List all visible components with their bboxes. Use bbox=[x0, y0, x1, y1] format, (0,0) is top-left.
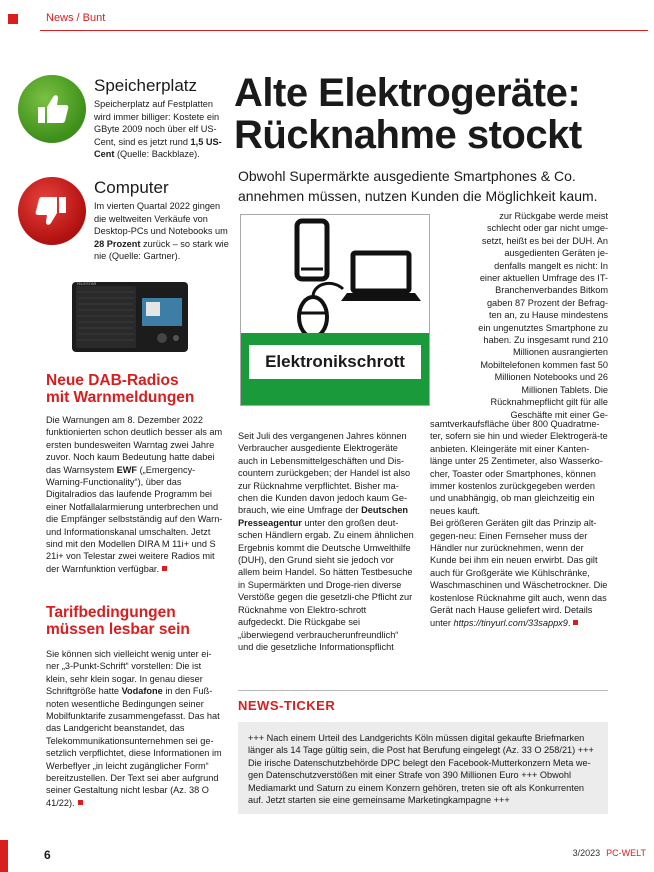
footer-accent-bar bbox=[0, 840, 8, 872]
brief-title: Computer bbox=[94, 178, 169, 197]
brand-label: PC-WELT bbox=[606, 848, 646, 858]
main-headline: Alte Elektrogeräte: Rücknahme stockt bbox=[234, 71, 582, 157]
ticker-text: +++ Nach einem Urteil des Landgerichts Köln müssen digital gekaufte Briefmarken länger als 14 Tage gültig sein, die Post hat Berufung eingelegt (Az. 33 O 258/21) +++ Die irische Datenschutzbehörde DPC belegt den Facebook-Mutterkonzern Meta we-gen Datenschutzverstößen mit einer Strafe von 390 Millionen Euro +++ Obwohl Mediamarkt und Saturn zu einem Konzern gehören, treten sie oft als Konkurrenten auf. Jetzt starten sie eine gemeinsame Marketingkampagne +++ bbox=[248, 733, 594, 806]
brief-text: Im vierten Quartal 2022 gingen die weltweiten Verkäufe von Desktop-PCs und Notebooks um 28 Prozent zurück – so stark wie nie (Quelle: Gartner). bbox=[94, 201, 229, 261]
main-col-right bbox=[430, 418, 610, 629]
paragraph: samtverkaufsfläche über 800 Quadratme-ter, sofern sie hin und wieder Elektrogerä-te anbieten. Kleingeräte mit einer Kanten-länge unter 25 Zentimeter, also Wasserko-cher, Toaster oder Smartphones, können immer kostenlos zurückgegeben werden und unabhängig, ob man gleichzeitig ein neues kauft. bbox=[430, 419, 608, 516]
details-link[interactable]: https://tinyurl.com/33sappx9 bbox=[453, 617, 568, 628]
dab-radio-image bbox=[70, 276, 190, 356]
end-marker bbox=[162, 566, 167, 571]
ticker-rule bbox=[238, 690, 608, 691]
page-number: 6 bbox=[44, 848, 51, 862]
ticker-box bbox=[238, 722, 608, 814]
end-marker bbox=[573, 620, 578, 625]
devices-icon bbox=[241, 215, 431, 345]
sign-label: Elektronikschrott bbox=[249, 345, 421, 379]
dab-headline: Neue DAB-Radios mit Warnmeldungen bbox=[46, 372, 195, 406]
main-lede: Obwohl Supermärkte ausgediente Smartphones & Co. annehmen müssen, nutzen Kunden die Möglichkeit kaum. bbox=[238, 168, 598, 204]
brief-storage bbox=[94, 76, 229, 161]
section-marker bbox=[8, 14, 18, 24]
main-col-top: zur Rückgabe werde meist schlecht oder gar nicht umge-setzt, heißt es bei der DUH. An ausgedienten Geräten je-denfalls mangelt es nicht: In einer aktuellen Umfrage des IT-Branchenverbandes Bitkom gaben 87 Prozent der Befrag-ten an, zu Hause mindestens ein ungenutztes Smartphone zu haben. Zu insgesamt rund 210 Millionen ausrangierten Mobiltelefonen kommen fast 50 Millionen Notebooks und 26 Millionen Tablets. Die Rücknahmepflicht gilt für alle Geschäfte mit einer Ge- bbox=[478, 211, 608, 420]
tarif-article-text: Sie können sich vielleicht wenig unter ei-ner „3-Punkt-Schrift“ vorstellen: Die ist klein, sehr klein sogar. In genau dieser Schriftgröße hatte Vodafone in den Fuß-noten wesentliche Bedingungen seiner Mobilfunktarife zusammengefasst. Das hat das Landgericht beanstandet, das Telekommunikationsunternehmen sei ge-setzlich verpflichtet, diese Informationen im Werbeflyer „in leicht zugänglicher Form“ bereitzustellen. Der Text sei aber aufgrund seiner Gestaltung nicht lesbar (Az. 38 O 41/22). bbox=[46, 649, 222, 808]
main-col-middle: Seit Juli des vergangenen Jahres können Verbraucher ausgediente Elektrogeräte auch in Lebensmittelgeschäften und Dis-countern zurückgeben; der Handel ist also zur Rücknahme verpflichtet. Bisher ma-chen die Kunden davon jedoch kaum Ge-brauch, wie eine Umfrage der Deutschen Presseagentur unter den großen deut-schen Händlern ergab. Zu einem ähnlichen Ergebnis kommt die Deutsche Umwelthilfe (DUH), den Grund sieht sie jedoch vor allem beim Handel. So hätten Testbesuche in Supermärkten und Droge-rien diverse Verstöße gegen die gesetzli-che Pflicht zur Rücknahme von Elektro-schrott aufgedeckt. Die Rückgabe sei „überwiegend verbraucherunfreundlich“ und die gesetzliche Informationspflicht bbox=[238, 431, 414, 652]
section-label: News / Bunt bbox=[46, 12, 106, 24]
brief-computer bbox=[94, 178, 229, 263]
page-header bbox=[0, 0, 654, 40]
paragraph: Bei größeren Geräten gilt das Prinzip alt-gegen-neu: Einen Fernseher muss der Händler nur zurücknehmen, wenn der Kunde bei ihm ein neuen erwirbt. Das gilt auch für Großgeräte wie Kühlschränke, Waschmaschinen und Wäschetrockner. Die kostenlose Rücknahme gilt auch, wenn das Gerät nach Hause geliefert wird. Details unter https://tinyurl.com/33sappx9. bbox=[430, 518, 608, 628]
end-marker bbox=[78, 800, 83, 805]
brief-title: Speicherplatz bbox=[94, 76, 198, 95]
brief-text: Speicherplatz auf Festplatten wird immer billiger: Kostete ein GByte 2009 noch über elf US-Cent, sind es jetzt rund 1,5 US-Cent (Quelle: Backblaze). bbox=[94, 99, 222, 159]
header-rule bbox=[40, 30, 648, 31]
thumbs-down-icon bbox=[18, 177, 86, 245]
thumbs-up-icon bbox=[18, 75, 86, 143]
dab-article-text: Die Warnungen am 8. Dezember 2022 funktionierten schon deutlich besser als am ersten bundesweiten Warntag zwei Jahre zuvor. Noch kaum Bedeutung hatte dabei das Warnsystem EWF („Emergency-Warning-Functionality“), über das Digitalradios das laufende Programm bei einer Notfallalarmierung unterbrechen und die Empfänger selbstständig auf den Warn- und Informationskanal umschalten. Jetzt sind mit den Modellen DIRA M 11i+ und S 21i+ von Telestar zwei weitere Radios mit der Warnfunktion verfügbar. bbox=[46, 415, 223, 574]
radio-brand-label: TELESTAR bbox=[76, 281, 97, 286]
ticker-title: NEWS-TICKER bbox=[238, 698, 336, 713]
tarif-headline: Tarifbedingungen müssen lesbar sein bbox=[46, 604, 190, 638]
issue-info: 3/2023 PC-WELT bbox=[572, 848, 646, 858]
e-waste-sign-image bbox=[240, 214, 430, 406]
